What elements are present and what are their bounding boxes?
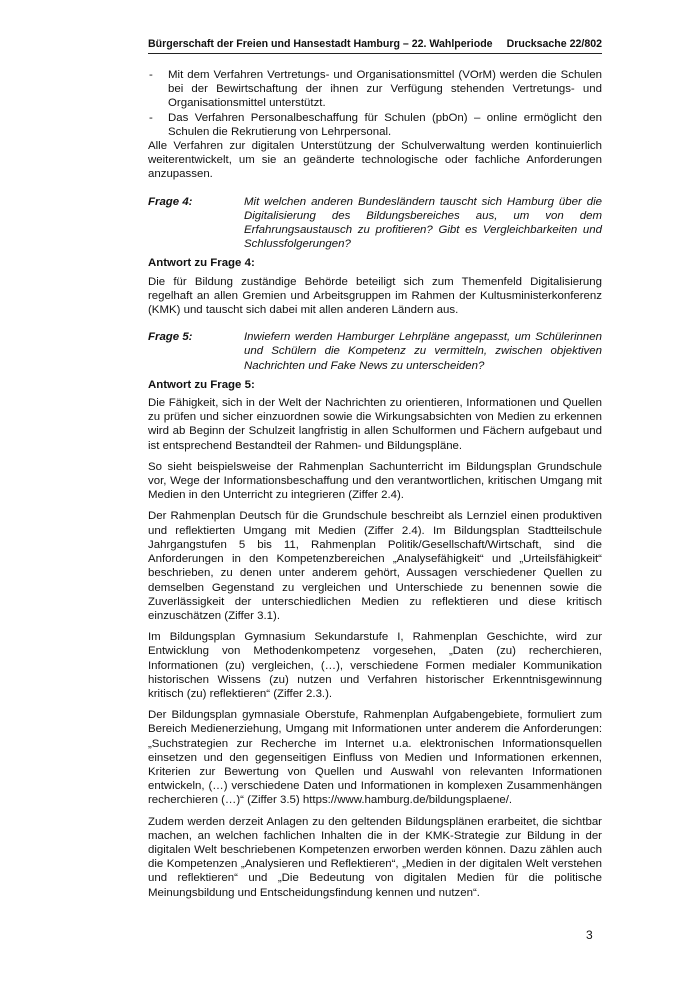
page-number: 3 (586, 928, 593, 942)
list-item (148, 111, 602, 139)
list-item (148, 68, 602, 111)
question-5 (148, 330, 602, 373)
answer-5-paragraph: Im Bildungsplan Gymnasium Sekundarstufe I, Rahmenplan Geschichte, wird zur Entwicklung von Methodenkompetenz vorgesehen, „Daten (zu) recherchieren, Informationen (zu) vergleichen, (…), verschiedene Formen medialer Kommunikation historischen Wissens (zu) nutzen und Verfahren historischer Erkenntnisgewinnung kritisch (zu) reflektieren“ (Ziffer 2.3.). (148, 631, 602, 700)
bullet-text: Mit dem Verfahren Vertretungs- und Organisationsmittel (VOrM) werden die Schulen bei der Bewirtschaftung der ihnen zur Verfügung stehenden Vertretungs- und Organisationsmittel unterstützt. (168, 69, 602, 110)
question-4-label: Frage 4: (148, 195, 193, 208)
answer-5-paragraph: Zudem werden derzeit Anlagen zu den geltenden Bildungsplänen erarbeitet, die sichtbar machen, an welchen fachlichen Inhalten die in der KMK-Strategie zur Bildung in der digitalen Welt beschriebenen Kompetenzen erworben werden können. Dazu zählen auch die Kompetenzen „Analysieren und Reflektieren“, „Medien in der digitalen Welt verstehen und reflektieren“ und „Die Bedeutung von digitalen Medien für die politische Meinungsbildung und Entscheidungsfindung kennen und nutzen“. (148, 815, 602, 899)
question-5-text: Inwiefern werden Hamburger Lehrpläne angepasst, um Schülerinnen und Schülern die Kompetenz zu vermitteln, zwischen objektiven Nachrichten und Fake News zu unterscheiden? (244, 331, 602, 372)
document-body (148, 68, 602, 900)
answer-4-heading: Antwort zu Frage 4: (148, 257, 255, 270)
header-drucksache: Drucksache 22/802 (506, 38, 602, 50)
document-page (148, 38, 602, 907)
bullet-dash: - (149, 69, 153, 81)
answer-4-paragraph: Die für Bildung zuständige Behörde beteiligt sich zum Themenfeld Digitalisierung regelhaft an allen Gremien und Arbeitsgruppen im Rahmen der Kultusministerkonferenz (KMK) und tauscht sich dabei mit allen anderen Ländern aus. (148, 275, 602, 317)
answer-5-paragraph: Die Fähigkeit, sich in der Welt der Nachrichten zu orientieren, Informationen und Quellen zu prüfen und sicher einzuordnen sowie die Wirkungsabsichten von Medien zu erkennen wird ab Beginn der Schulzeit langfristig in allen Schulformen und Fächern aufgebaut und ist entsprechend Bestandteil der Rahmen- und Bildungspläne. (148, 397, 602, 452)
answer-5-paragraph: Der Bildungsplan gymnasiale Oberstufe, Rahmenplan Aufgabengebiete, formuliert zum Bereich Medienerziehung, Umgang mit Informationen unter anderem die Anforderungen: „Suchstrategien zur Recherche im Internet u.a. elektronischen Informationsquellen einsetzen und den gegenseitigen Einfluss von Medien und Informationen erkennen, Kriterien zur Bewertung von Quellen und Auswahl von relevanten Informationen entwickeln, (…) verschiedene Daten und Informationen in komplexen Zusammenhängen recherchieren (…)“ (Ziffer 3.5) https://www.hamburg.de/bildungsplaene/. (148, 709, 602, 807)
question-4-text: Mit welchen anderen Bundesländern tauscht sich Hamburg über die Digitalisierung des Bildungsbereiches aus, um von dem Erfahrungsaustausch zu profitieren? Gibt es Vergleichbarkeiten und Schlussfolgerungen? (244, 195, 602, 251)
bullet-text: Das Verfahren Personalbeschaffung für Schulen (pbOn) – online ermöglicht den Schulen die Rekrutierung von Lehrpersonal. (168, 111, 602, 138)
page-header (148, 38, 602, 54)
header-title: Bürgerschaft der Freien und Hansestadt Hamburg – 22. Wahlperiode (148, 38, 493, 50)
question-5-label: Frage 5: (148, 331, 193, 344)
answer-5-paragraph: Der Rahmenplan Deutsch für die Grundschule beschreibt als Lernziel einen produktiven und reflektierten Umgang mit Medien (Ziffer 2.4). Im Bildungsplan Stadtteilschule Jahrgangstufen 5 bis 11, Rahmenplan Politik/Gesellschaft/Wirtschaft, sind die Anforderungen in den Kompetenzbereichen „Analysefähigkeit“ und „Urteilsfähigkeit“ beschrieben, zu denen unter anderem gehört, Aussagen verschiedener Quellen zu demselben Gegenstand zu vergleichen und Unterschiede zu benennen sowie die Zuverlässigkeit der unterschiedlichen Medien zu reflektieren und diese kritisch einzuschätzen (Ziffer 3.1). (148, 510, 602, 622)
question-4 (148, 195, 602, 252)
bullet-dash: - (149, 111, 153, 124)
answer-5-heading: Antwort zu Frage 5: (148, 378, 255, 391)
intro-paragraph: Alle Verfahren zur digitalen Unterstützung der Schulverwaltung werden kontinuierlich weiterentwickelt, um sie an geänderte technologische oder fachliche Anforderungen anzupassen. (148, 140, 602, 181)
bullet-list (148, 68, 602, 139)
answer-5-paragraph: So sieht beispielsweise der Rahmenplan Sachunterricht im Bildungsplan Grundschule vor, Wege der Informationsbeschaffung und den verantwortlichen, kritischen Umgang mit Medien in den Unterricht zu integrieren (Ziffer 2.4). (148, 460, 602, 502)
